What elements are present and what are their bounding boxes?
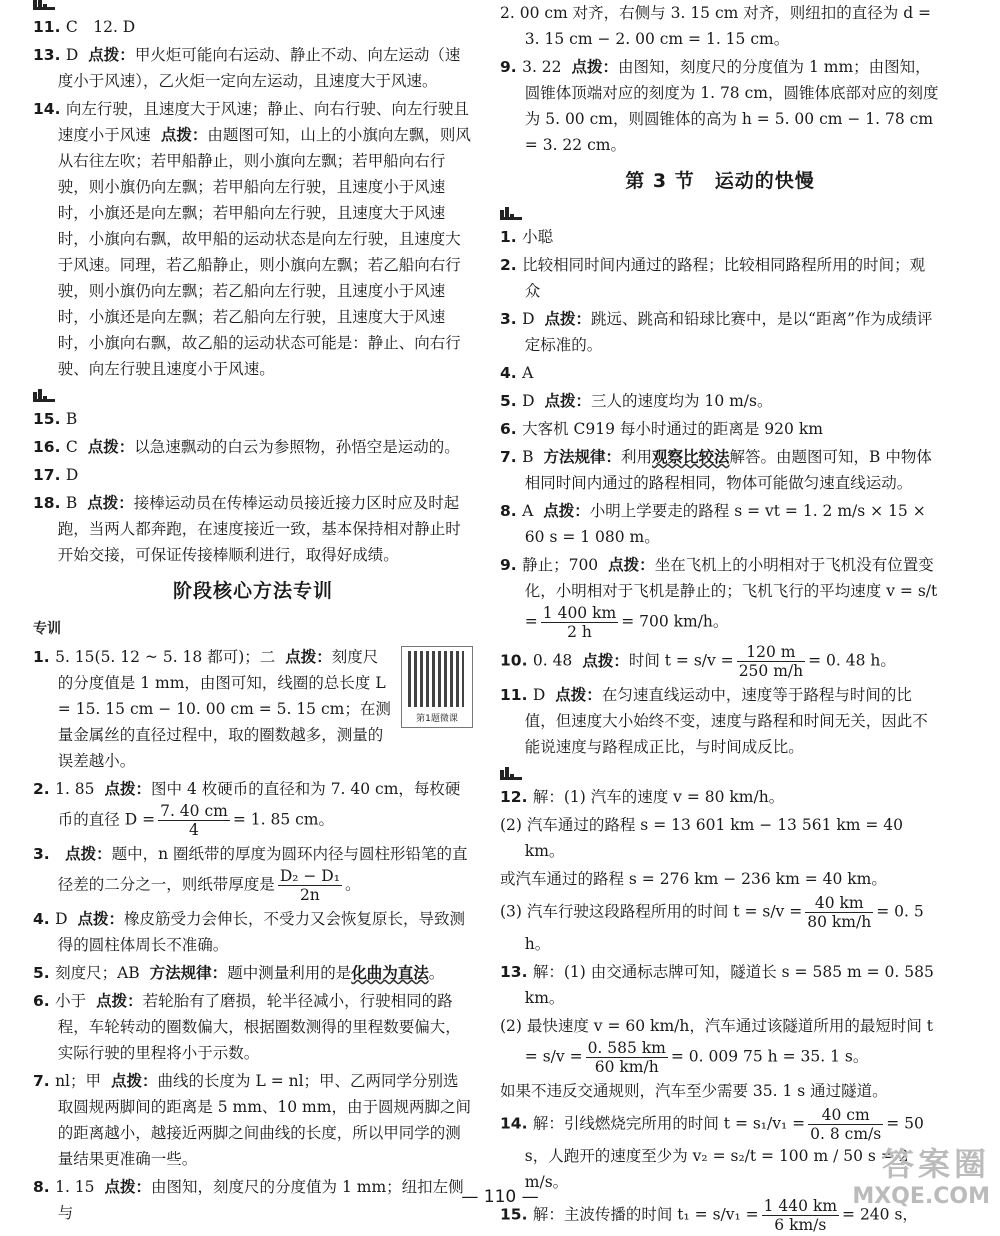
fraction-denominator: 4 xyxy=(189,821,199,839)
fraction-numerator: 120 m xyxy=(737,643,805,662)
answer-number: 1. xyxy=(33,648,56,666)
answer-item xyxy=(33,14,473,40)
answer-keyword: 点拨： xyxy=(77,910,125,928)
answer-keyword: 点拨： xyxy=(87,438,135,456)
answer-item xyxy=(33,988,473,1066)
answer-item xyxy=(33,841,473,904)
fraction xyxy=(278,867,342,904)
right-top-answers xyxy=(500,0,940,158)
fraction xyxy=(158,802,230,839)
answer-number: 18. xyxy=(33,494,66,512)
section-title-method: 阶段核心方法专训 xyxy=(172,580,333,602)
answer-number: 12. xyxy=(500,788,533,806)
answer-tail: = 0. 5 h。 xyxy=(524,902,924,953)
answer-explanation: 若轮胎有了磨损，轮半径减小，行驶相同的路程，车轮转动的圈数偏大，根据圈数测得的里程数要偏大，实际行驶的里程将小于示数。 xyxy=(57,992,461,1062)
fraction-denominator: 2 h xyxy=(567,623,592,641)
answer-number: 2. xyxy=(500,256,523,274)
answer-item xyxy=(500,866,940,892)
fraction-numerator: 40 cm xyxy=(808,1106,883,1125)
method-name: 观察比较法 xyxy=(652,447,730,466)
answer-number: 14. xyxy=(500,1114,533,1133)
answer-item xyxy=(500,388,940,414)
answer-explanation: 在匀速直线运动中，速度等于路程与时间的比值，但速度大小始终不变，速度与路程和时间无关，因此不能说速度与路程成正比，与时间成反比。 xyxy=(524,686,928,756)
fraction-denominator: 60 km/h xyxy=(594,1058,659,1076)
answer-text: 刻度尺；AB xyxy=(55,964,140,982)
fraction-numerator: 1 440 km xyxy=(763,1197,838,1215)
answer-number: 9. xyxy=(500,556,523,574)
answer-text: nl；甲 xyxy=(55,1072,102,1090)
answer-text: 0. 48 xyxy=(532,651,573,670)
answer-explanation: 以急速飘动的白云为参照物，孙悟空是运动的。 xyxy=(134,438,460,456)
answer-item xyxy=(33,42,473,94)
answer-keyword: 方法规律： xyxy=(543,448,621,466)
answer-item xyxy=(500,784,940,810)
fraction-denominator: 0. 8 cm/s xyxy=(810,1125,882,1143)
answer-text: D xyxy=(532,686,546,704)
answer-explanation: 题中测量利用的是 xyxy=(227,964,352,982)
answer-explanation: 时间 t = s/v = xyxy=(628,651,734,670)
answer-text: D xyxy=(65,466,79,484)
answer-keyword: 点拨： xyxy=(65,845,112,863)
answer-keyword: 点拨： xyxy=(582,651,629,670)
answer-explanation: 甲火炬可能向右运动、静止不动、向左运动（速度小于风速），乙火炬一定向左运动，且速度大于风速。 xyxy=(57,46,461,90)
page-number: — 110 — xyxy=(461,1187,539,1207)
answer-item xyxy=(500,498,940,550)
answer-text: B xyxy=(522,448,534,466)
answer-item xyxy=(500,0,940,52)
answer-keyword: 点拨： xyxy=(608,556,655,574)
answer-item xyxy=(33,490,473,568)
answer-item xyxy=(500,682,940,760)
answer-text: (3) 汽车行驶这段路程所用的时间 t = s/v = xyxy=(500,902,803,921)
answer-keyword: 点拨： xyxy=(285,648,332,666)
answer-item xyxy=(33,906,473,958)
answer-text: 2. 00 cm 对齐，右侧与 3. 15 cm 对齐，则纽扣的直径为 d = 3. 15 cm − 2. 00 cm = 1. 15 cm。 xyxy=(500,4,932,48)
fraction-numerator: 7. 40 cm xyxy=(160,802,228,820)
answer-text: A xyxy=(522,364,534,382)
fraction-numerator: D₂ − D₁ xyxy=(279,867,340,885)
answer-keyword: 点拨： xyxy=(88,46,135,64)
answer-explanation: 曲线的长度为 L = nl；甲、乙两同学分别选取圆规两脚间的距离是 5 mm、10 mm，由于圆规两脚之间的距离越小，越接近两脚之间曲线的长度，所以甲同学的测量结果更准确一些。 xyxy=(57,1072,471,1168)
fraction-denominator: 250 m/h xyxy=(738,662,804,680)
answer-text: 1. 85 xyxy=(55,780,95,798)
answer-number: 6. xyxy=(33,992,56,1010)
answer-number: 4. xyxy=(33,910,56,928)
level-icon xyxy=(33,0,55,10)
answer-number: 11. xyxy=(33,18,66,36)
answer-item xyxy=(500,360,940,386)
answer-number: 8. xyxy=(500,502,523,520)
answer-text: 静止；700 xyxy=(522,556,599,574)
watermark-title: 答案圈 xyxy=(881,1145,990,1183)
qr-code-1[interactable] xyxy=(401,646,473,728)
answer-explanation: 利用 xyxy=(620,448,652,466)
answer-text: 向左行驶，且速度大于风速；静止、向右行驶、向左行驶且速度小于风速 xyxy=(57,100,469,144)
answer-explanation: 橡皮筋受力会伸长，不受力又会恢复原长，导致测得的圆柱体周长不准确。 xyxy=(57,910,466,954)
answer-item xyxy=(33,960,473,986)
answer-keyword: 点拨： xyxy=(544,392,592,410)
fraction-numerator: 40 km xyxy=(805,894,873,913)
left-column xyxy=(33,0,473,1228)
answer-text: 如果不违反交通规则，汽车至少需要 35. 1 s 通过隧道。 xyxy=(500,1082,888,1100)
answer-tail: = 700 km/h。 xyxy=(621,612,729,631)
answer-keyword: 点拨： xyxy=(543,502,590,520)
answer-number: 13. xyxy=(33,46,66,64)
answer-item xyxy=(500,416,940,442)
answer-item xyxy=(500,959,940,1011)
answer-keyword: 点拨： xyxy=(555,686,602,704)
answer-tail: = 50 s，人跑开的速度至少为 v₂ = s₂/t = 100 m / 50 s = 2 m/s。 xyxy=(524,1114,924,1191)
answer-item xyxy=(33,462,473,488)
answer-tail: 。 xyxy=(344,875,361,894)
answer-text: B xyxy=(65,410,78,428)
answer-item xyxy=(33,1068,473,1172)
answer-text: D xyxy=(522,310,535,328)
answer-text: (2) 汽车通过的路程 s = 13 601 km − 13 561 km = 40 km。 xyxy=(500,816,904,860)
answer-keyword: 点拨： xyxy=(104,1178,152,1196)
answer-item xyxy=(33,96,473,382)
answer-text: 小聪 xyxy=(522,228,554,246)
answer-keyword: 点拨： xyxy=(104,780,152,798)
answer-item xyxy=(500,1013,940,1076)
answer-keyword: 方法规律： xyxy=(149,964,228,982)
answer-text: (2) 最快速度 v = 60 km/h，汽车通过该隧道所用的最短时间 t = s/v = xyxy=(500,1017,934,1066)
answer-text: D xyxy=(55,910,68,928)
level-1-icon xyxy=(500,206,522,220)
answer-number: 8. xyxy=(33,1178,56,1196)
qr-caption-1: 第1题微课 xyxy=(416,714,458,724)
answer-item xyxy=(33,776,473,839)
answer-tail: = 0. 48 h。 xyxy=(808,651,896,670)
answer-item xyxy=(500,643,940,680)
answer-explanation: 坐在飞机上的小明相对于飞机没有位置变化，小明相对于飞机是静止的；飞机飞行的平均速度 v = s/t = xyxy=(524,556,938,631)
answer-text: C xyxy=(65,438,78,456)
answer-item xyxy=(33,434,473,460)
answer-keyword: 点拨： xyxy=(160,126,208,144)
left-method-answers xyxy=(33,644,473,1226)
fraction xyxy=(586,1039,668,1076)
fraction xyxy=(737,643,805,680)
right-section-answers xyxy=(500,224,940,760)
answer-text: 小于 xyxy=(55,992,87,1010)
answer-text: 5. 15(5. 12 ~ 5. 18 都可)；二 xyxy=(55,648,276,666)
answer-number: 13. xyxy=(500,963,533,981)
watermark xyxy=(852,1144,990,1210)
answer-text: 解：(1) 汽车的速度 v = 80 km/h。 xyxy=(532,788,785,806)
left-mid-answers xyxy=(33,406,473,568)
answer-item xyxy=(500,1078,940,1104)
fraction-denominator: 2n xyxy=(299,886,320,904)
answer-number: 3. xyxy=(500,310,523,328)
fraction xyxy=(808,1106,883,1143)
answer-number: 2. xyxy=(33,780,56,798)
fraction xyxy=(805,894,873,931)
answer-text: 解：(1) 由交通标志牌可知，隧道长 s = 585 m = 0. 585 km。 xyxy=(524,963,934,1007)
answer-explanation: 刻度尺的分度值是 1 mm，由图可知，线圈的总长度 L = 15. 15 cm − 10. 00 cm = 5. 15 cm；在测量金属丝的直径过程中，取的圈数越多，测量的误差越小。 xyxy=(57,648,391,770)
answer-explanation: 小明上学要走的路程 s = vt = 1. 2 m/s × 15 × 60 s = 1 080 m。 xyxy=(524,502,926,546)
level-2-icon xyxy=(500,766,522,780)
sub-label: 专训 xyxy=(33,621,61,637)
answer-number: 9. xyxy=(500,58,523,76)
answer-number: 15. xyxy=(33,410,66,428)
answer-explanation: 题中，n 圈纸带的厚度为圆环内径与圆柱形铅笔的直径差的二分之一，则纸带厚度是 xyxy=(57,845,468,894)
answer-keyword: 点拨： xyxy=(96,992,143,1010)
answer-keyword: 点拨： xyxy=(87,494,134,512)
answer-explanation: 接棒运动员在传棒运动员接近接力区时应及时起跑，当两人都奔跑，在速度接近一致，基本保持相对静止时开始交接，可保证传接棒顺利进行，取得好成绩。 xyxy=(57,494,461,564)
qr-pattern-icon xyxy=(408,651,464,707)
answer-number: 5. xyxy=(500,392,523,410)
fraction-numerator: 1 400 km xyxy=(542,604,617,622)
answer-text: 大客机 C919 每小时通过的距离是 920 km xyxy=(522,420,823,438)
fraction-denominator: 6 km/s xyxy=(774,1216,827,1234)
answer-text: 解：主波传播的时间 t₁ = s/v₁ = xyxy=(532,1205,759,1224)
fraction xyxy=(541,604,618,641)
fraction-numerator: 0. 585 km xyxy=(587,1039,666,1057)
answer-keyword: 点拨： xyxy=(571,58,619,76)
right-column xyxy=(500,0,940,1236)
answer-number: 6. xyxy=(500,420,523,438)
answer-number: 4. xyxy=(500,364,523,382)
answer-explanation: 三人的速度均为 10 m/s。 xyxy=(591,392,773,410)
answer-explanation: 图中 4 枚硬币的直径和为 7. 40 cm，每枚硬币的直径 D = xyxy=(57,780,461,829)
answer-item xyxy=(500,54,940,158)
answer-item xyxy=(500,812,940,864)
answer-tail: 。 xyxy=(428,964,445,982)
answer-number: 10. xyxy=(500,651,533,670)
answer-explanation: 跳远、跳高和铅球比赛中，是以“距离”作为成绩评定标准的。 xyxy=(524,310,933,354)
answer-number: 17. xyxy=(33,466,66,484)
answer-text: B xyxy=(65,494,78,512)
answer-text: D xyxy=(522,392,535,410)
answer-explanation: 由题图可知，山上的小旗向左飘，则风从右往左吹；若甲船静止，则小旗向左飘；若甲船向右行驶，则小旗仍向左飘；若甲船向左行驶，且速度小于风速时，小旗还是向左飘；若甲船向左行驶，且速度大于风速时，小旗向右飘，故甲船的运动状态是向左行驶，且速度大于风速。同理，若乙船静止，则小旗向左飘；若乙船向右行驶，则小旗仍向左飘；若乙船向左行驶，且速度小于风速时，小旗还是向左飘；若乙船向左行驶，且速度大于风速时，小旗向右飘，故乙船的运动状态可能是：静止、向右行驶、向左行驶且速度小于风速。 xyxy=(57,126,471,378)
answer-text: D xyxy=(65,46,79,64)
answer-keyword: 点拨： xyxy=(111,1072,158,1090)
answer-explanation: 由图知，刻度尺的分度值为 1 mm；由图知，圆锥体顶端对应的刻度为 1. 78 cm，圆锥体底部对应的刻度为 5. 00 cm，则圆锥体的高为 h = 5. 00 cm − 1. 78 cm = 3. 22 cm。 xyxy=(524,58,939,154)
answer-number: 11. xyxy=(500,686,533,704)
answer-text: 1. 15 xyxy=(55,1178,95,1196)
answer-number: 14. xyxy=(33,100,66,118)
answer-text: C 12. D xyxy=(65,18,136,36)
answer-number: 3. xyxy=(33,845,56,863)
answer-item xyxy=(500,306,940,358)
answer-item xyxy=(33,406,473,432)
answer-item xyxy=(500,224,940,250)
method-name: 化曲为直法 xyxy=(351,963,429,982)
answer-number: 16. xyxy=(33,438,66,456)
watermark-url: MXQE.COM xyxy=(852,1184,990,1209)
level-3-icon xyxy=(33,388,55,402)
answer-keyword: 点拨： xyxy=(544,310,592,328)
answer-number: 7. xyxy=(500,448,523,466)
answer-tail: = 1. 85 cm。 xyxy=(232,810,334,829)
answer-number: 5. xyxy=(33,964,56,982)
answer-text: 3. 22 xyxy=(522,58,562,76)
answer-number: 1. xyxy=(500,228,523,246)
section-title-speed: 第 3 节 运动的快慢 xyxy=(625,170,815,192)
answer-number: 15. xyxy=(500,1205,533,1224)
answer-item xyxy=(500,444,940,496)
answer-explanation: 由图知，刻度尺的分度值为 1 mm；纽扣左侧与 xyxy=(57,1178,464,1222)
fraction-denominator: 80 km/h xyxy=(807,913,872,931)
answer-text: A xyxy=(522,502,534,520)
answer-number: 7. xyxy=(33,1072,56,1090)
answer-text: 解：引线燃烧完所用的时间 t = s₁/v₁ = xyxy=(532,1114,806,1133)
answer-text: 比较相同时间内通过的路程；比较相同路程所用的时间；观众 xyxy=(522,256,926,300)
answer-tail: = 0. 009 75 h = 35. 1 s。 xyxy=(670,1047,869,1066)
answer-item xyxy=(500,252,940,304)
answer-item xyxy=(500,894,940,957)
answer-item xyxy=(500,552,940,641)
left-top-answers xyxy=(33,14,473,382)
answer-tail: = 240 s， xyxy=(842,1205,918,1224)
answer-text: 或汽车通过的路程 s = 276 km − 236 km = 40 km。 xyxy=(500,870,887,888)
answer-tail: 解答。由题图可知，B 中物体相同时间内通过的路程相同，物体可能做匀速直线运动。 xyxy=(524,448,932,492)
